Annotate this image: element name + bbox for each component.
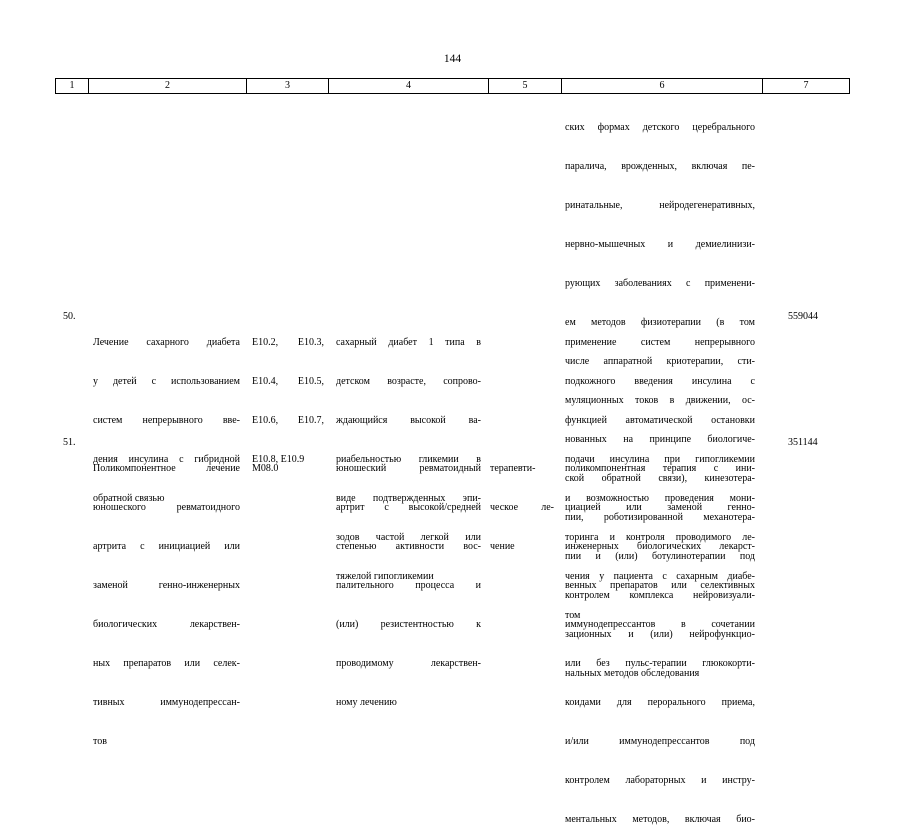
column-header-3: 3 — [246, 79, 328, 93]
column-header-2: 2 — [88, 79, 246, 93]
method-line: нальных методов обследования — [565, 668, 700, 679]
method-line: муляционных токов в движении, ос- — [565, 395, 755, 406]
method-line: пии, роботизированной механотера- — [565, 512, 755, 523]
method-line: рующих заболеваниях с применени- — [565, 278, 755, 289]
method-line: паралича, врожденных, включая пе- — [565, 161, 755, 172]
row-50-codes: E10.2, E10.3, E10.4, E10.5, E10.6, E10.7, E10.8, E10.9 — [252, 337, 324, 465]
row-51-treatment-type: терапевти- ческое ле- чение — [490, 463, 554, 552]
method-line: нервно-мышечных и демиелинизи- — [565, 239, 755, 250]
table-header-row — [55, 78, 850, 94]
row-51-patient-model: юношеский ревматоидный артрит с высокой/средней степенью активности вос- палительного процесса и (или) резистентностью к проводимому лекарствен- ному лечению — [336, 463, 481, 708]
row-50-method: применение систем непрерывного подкожного введения инсулина с функцией автоматической остановки подачи инсулина при гипогликемии и возможностью проведения мони- торинга и контроля проводимого ле- чения у пациента с сахарным диабе- том — [565, 337, 755, 621]
row-50-patient-model: сахарный диабет 1 типа в детском возрасте, сопрово- ждающийся высокой ва- риабельностью гликемии в виде подтвержденных эпи- зодов частой легкой или тяжелой гипогликемии — [336, 337, 481, 582]
method-line: пии и (или) ботулинотерапии под — [565, 551, 755, 562]
row-50-cost: 559044 — [788, 311, 818, 322]
row-50-number: 50. — [63, 311, 76, 322]
column-header-4: 4 — [328, 79, 488, 93]
method-line: контролем комплекса нейровизуали- — [565, 590, 755, 601]
row-51-codes: M08.0 — [252, 463, 279, 474]
method-line: ской обратной связи), кинезотера- — [565, 473, 755, 484]
row-51-cost: 351144 — [788, 437, 818, 448]
method-line: ем методов физиотерапии (в том — [565, 317, 755, 328]
page-number: 144 — [443, 53, 462, 65]
method-line: числе аппаратной криотерапии, сти- — [565, 356, 755, 367]
method-line: ринатальные, нейродегенеративных, — [565, 200, 755, 211]
column-header-6: 6 — [561, 79, 762, 93]
method-line: ских формах детского церебрального — [565, 122, 755, 133]
column-header-1: 1 — [55, 79, 88, 93]
column-header-7: 7 — [762, 79, 850, 93]
row-51-method: поликомпонентная терапия с ини- циацией или заменой генно- инженерных биологических лекарст- венных препаратов или селективных иммунодепрессантов в сочетании или без пульс-терапии глюкокорти- коидами для перорального приема, и/или иммунодепрессантов под контролем лабораторных и инстру- ментальных методов, включая био- — [565, 463, 755, 825]
column-header-5: 5 — [488, 79, 561, 93]
row-51-number: 51. — [63, 437, 76, 448]
row-51-name: Поликомпонентное лечение юношеского ревматоидного артрита с инициацией или заменой генно-инженерных биологических лекарствен- ных препаратов или селек- тивных иммунодепрессан- тов — [93, 463, 240, 747]
row-50-name: Лечение сахарного диабета у детей с использованием систем непрерывного вве- дения инсулина с гибридной обратной связью — [93, 337, 240, 504]
method-line: нованных на принципе биологиче- — [565, 434, 755, 445]
method-line: зационных и (или) нейрофункцио- — [565, 629, 755, 640]
